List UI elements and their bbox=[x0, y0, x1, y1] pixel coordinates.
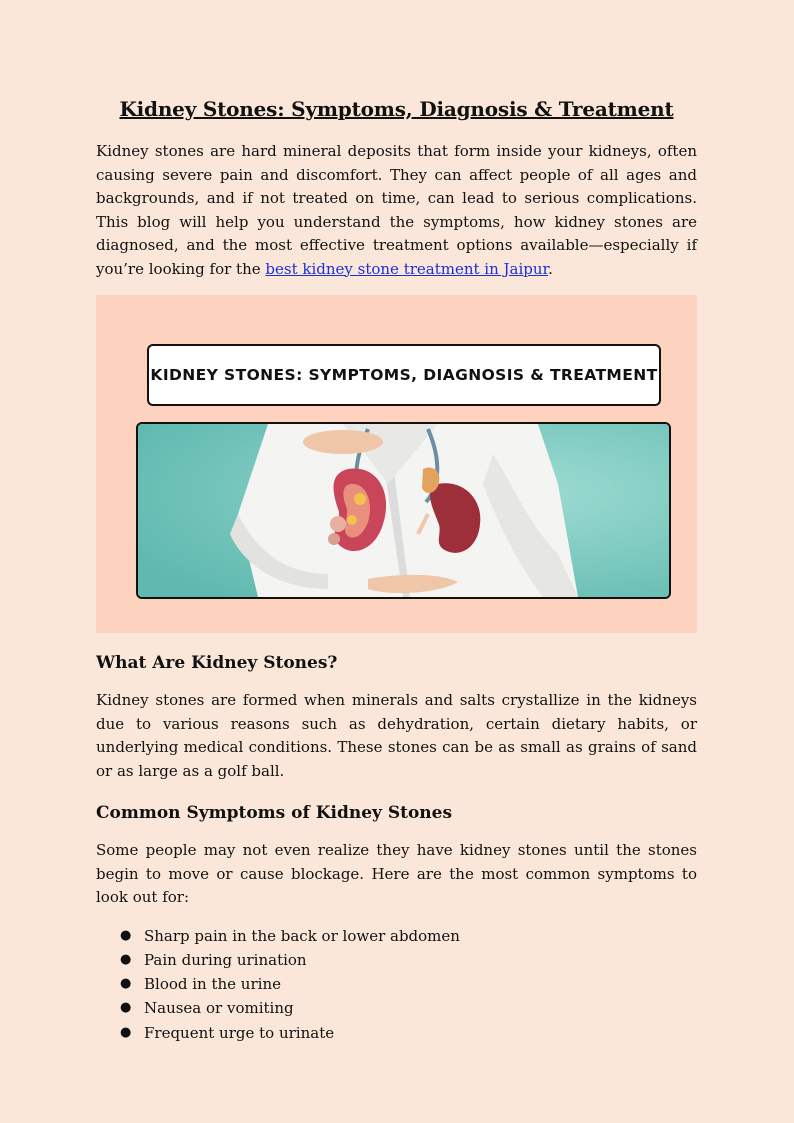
list-item: ● Sharp pain in the back or lower abdomen bbox=[144, 924, 697, 948]
intro-paragraph bbox=[96, 140, 697, 281]
hero-image bbox=[96, 295, 697, 633]
document-page bbox=[96, 94, 697, 1045]
symptoms-list bbox=[96, 924, 697, 1045]
list-item: ● Blood in the urine bbox=[144, 972, 697, 996]
bullet-icon: ● bbox=[120, 951, 132, 967]
page-title: Kidney Stones: Symptoms, Diagnosis & Treatment bbox=[119, 97, 674, 121]
section-heading-what-are: What Are Kidney Stones? bbox=[96, 653, 338, 673]
doctor-kidney-photo bbox=[136, 422, 671, 599]
hero-banner: KIDNEY STONES: SYMPTOMS, DIAGNOSIS & TREATMENT bbox=[147, 344, 661, 406]
bullet-icon: ● bbox=[120, 976, 132, 992]
list-item: ● Nausea or vomiting bbox=[144, 996, 697, 1020]
list-item: ● Frequent urge to urinate bbox=[144, 1021, 697, 1045]
bullet-icon: ● bbox=[120, 1024, 132, 1040]
bullet-icon: ● bbox=[120, 1000, 132, 1016]
intro-after-link: . bbox=[548, 259, 553, 278]
list-item: ● Pain during urination bbox=[144, 948, 697, 972]
treatment-link[interactable]: best kidney stone treatment in Jaipur bbox=[265, 259, 549, 278]
section-body-what-are: Kidney stones are formed when minerals and salts crystallize in the kidneys due to various reasons such as dehydration, certain dietary habits, or underlying medical conditions. These stones can be as small as grains of sand or as large as a golf ball. bbox=[96, 691, 697, 780]
section-body-symptoms: Some people may not even realize they have kidney stones until the stones begin to move or cause blockage. Here are the most common symptoms to look out for: bbox=[96, 841, 697, 906]
section-heading-symptoms: Common Symptoms of Kidney Stones bbox=[96, 803, 453, 823]
intro-text: Kidney stones are hard mineral deposits that form inside your kidneys, often causing severe pain and discomfort. They can affect people of all ages and backgrounds, and if not treated on time, can lead to serious complications. This blog will help you understand the symptoms, how kidney stones are diagnosed, and the most effective treatment options available—especially if you’re looking for the bbox=[96, 142, 697, 278]
doctor-holding-kidney-illustration bbox=[138, 424, 669, 597]
bullet-icon: ● bbox=[120, 927, 132, 943]
